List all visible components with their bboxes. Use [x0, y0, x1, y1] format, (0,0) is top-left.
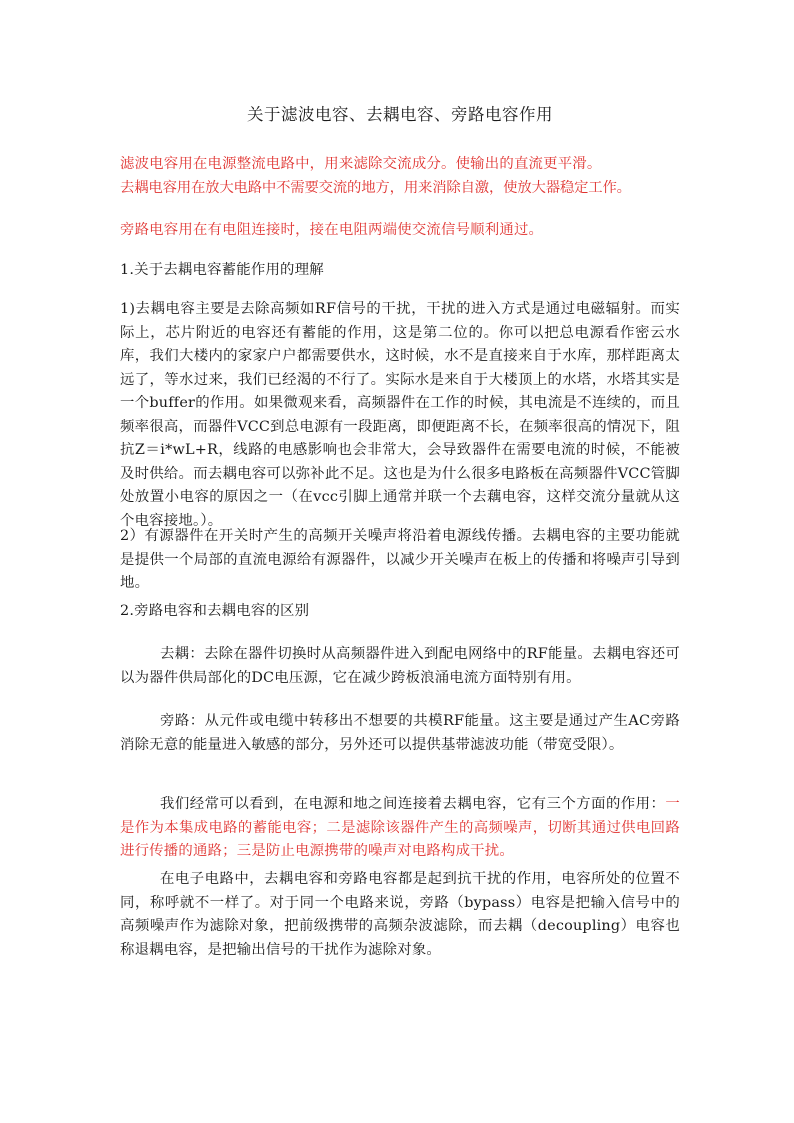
section1-heading: 1.关于去耦电容蓄能作用的理解 [120, 262, 324, 278]
decoupling-functions-lead: 我们经常可以看到，在电源和地之间连接着去耦电容，它有三个方面的作用： [160, 796, 666, 812]
section2-comparison-summary: 在电子电路中，去耦电容和旁路电容都是起到抗干扰的作用，电容所处的位置不同，称呼就不一样了。对于同一个电路来说，旁路（bypass）电容是把输入信号中的高频噪声作为滤除对象，把前级携带的高频杂波滤除，而去耦（decoupling）电容也称退耦电容，是把输出信号的干扰作为滤除对象。 [120, 871, 680, 958]
section1-paragraph-2: 2）有源器件在开关时产生的高频开关噪声将沿着电源线传播。去耦电容的主要功能就是提供一个局部的直流电源给有源器件，以减少开关噪声在板上的传播和将噪声引导到地。 [120, 528, 680, 591]
intro-decoupling-capacitor: 去耦电容用在放大电路中不需要交流的地方，用来消除自激，使放大器稳定工作。 [120, 179, 631, 196]
intro-red-block [120, 153, 680, 200]
section2-bypass-definition: 旁路：从元件或电缆中转移出不想要的共模RF能量。这主要是通过产生AC旁路消除无意的能量进入敏感的部分，另外还可以提供基带滤波功能（带宽受限）。 [120, 713, 680, 753]
section2-heading: 2.旁路电容和去耦电容的区别 [120, 603, 310, 619]
section2-decoupling-functions [120, 793, 680, 864]
decoupling-functions-list: 一是作为本集成电路的蓄能电容；二是滤除该器件产生的高频噪声，切断其通过供电回路进行传播的通路；三是防止电源携带的噪声对电路构成干扰。 [120, 796, 680, 859]
intro-bypass-capacitor: 旁路电容用在有电阻连接时，接在电阻两端使交流信号顺利通过。 [120, 222, 544, 238]
section2-decoupling-definition: 去耦：去除在器件切换时从高频器件进入到配电网络中的RF能量。去耦电容还可以为器件供局部化的DC电压源，它在减少跨板浪涌电流方面特别有用。 [120, 646, 680, 686]
section1-paragraph-1: 1)去耦电容主要是去除高频如RF信号的干扰，干扰的进入方式是通过电磁辐射。而实际上，芯片附近的电容还有蓄能的作用，这是第二位的。你可以把总电源看作密云水库，我们大楼内的家家户户都需要供水，这时候，水不是直接来自于水库，那样距离太远了，等水过来，我们已经渴的不行了。实际水是来自于大楼顶上的水塔，水塔其实是一个buffer的作用。如果微观来看，高频器件在工作的时候，其电流是不连续的，而且频率很高，而器件VCC到总电源有一段距离，即便距离不长，在频率很高的情况下，阻抗Z＝i*wL+R，线路的电感影响也会非常大，会导致器件在需要电流的时候，不能被及时供给。而去耦电容可以弥补此不足。这也是为什么很多电路板在高频器件VCC管脚处放置小电容的原因之一（在vcc引脚上通常并联一个去藕电容，这样交流分量就从这个电容接地。）。 [120, 301, 680, 529]
intro-filter-capacitor: 滤波电容用在电源整流电路中，用来滤除交流成分。使输出的直流更平滑。 [120, 156, 602, 172]
document-title: 关于滤波电容、去耦电容、旁路电容作用 [247, 105, 553, 124]
